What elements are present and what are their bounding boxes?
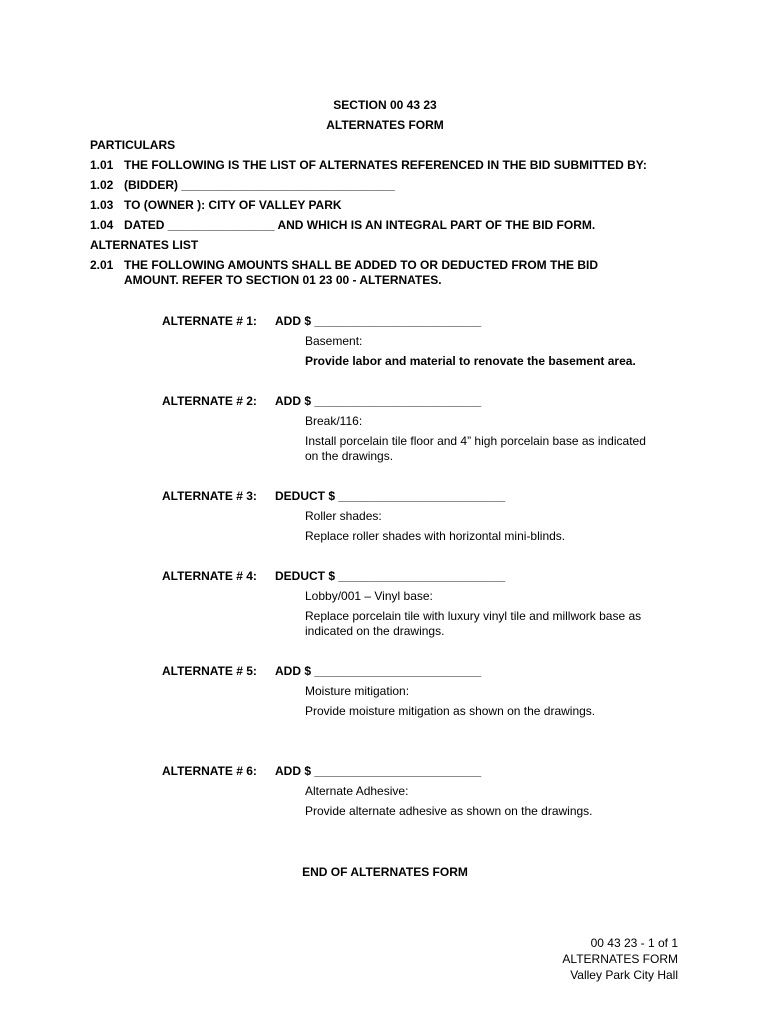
alternate-label: ALTERNATE # 6:: [162, 764, 257, 778]
alternate-label: ALTERNATE # 1:: [162, 314, 257, 328]
alternates-list-heading: ALTERNATES LIST: [90, 238, 199, 252]
alternate-name: Moisture mitigation:: [305, 684, 410, 698]
alternate-amount-field: ADD $ _________________________: [275, 764, 482, 778]
alternate-description: Install porcelain tile floor and 4” high porcelain base as indicated: [305, 434, 646, 448]
particulars-heading: PARTICULARS: [90, 138, 176, 152]
footer-project-name: Valley Park City Hall: [570, 968, 678, 982]
item-number: 1.02: [90, 178, 114, 192]
item-number: 1.01: [90, 158, 114, 172]
alternate-name: Break/116:: [305, 414, 363, 428]
dated-field: DATED ________________ AND WHICH IS AN INTEGRAL PART OF THE BID FORM.: [124, 218, 596, 232]
alternate-amount-field: ADD $ _________________________: [275, 394, 482, 408]
alternate-amount-field: DEDUCT $ _________________________: [275, 489, 506, 503]
page-title: ALTERNATES FORM: [326, 118, 444, 132]
alternate-description: Replace porcelain tile with luxury vinyl tile and millwork base as: [305, 609, 642, 623]
alternate-description: Provide labor and material to renovate the basement area.: [305, 354, 636, 368]
section-number: SECTION 00 43 23: [333, 98, 437, 112]
item-text: THE FOLLOWING AMOUNTS SHALL BE ADDED TO OR DEDUCTED FROM THE BID: [124, 258, 598, 272]
alternate-name: Roller shades:: [305, 509, 382, 523]
bidder-field: (BIDDER) ________________________________: [124, 178, 395, 192]
alternate-description: Provide moisture mitigation as shown on the drawings.: [305, 704, 596, 718]
owner-line: TO (OWNER ): CITY OF VALLEY PARK: [124, 198, 342, 212]
alternate-description-continued: on the drawings.: [305, 449, 394, 463]
alternate-description: Replace roller shades with horizontal mini-blinds.: [305, 529, 566, 543]
alternate-label: ALTERNATE # 4:: [162, 569, 257, 583]
alternate-description: Provide alternate adhesive as shown on the drawings.: [305, 804, 593, 818]
item-text: THE FOLLOWING IS THE LIST OF ALTERNATES REFERENCED IN THE BID SUBMITTED BY:: [124, 158, 647, 172]
item-text-continued: AMOUNT. REFER TO SECTION 01 23 00 - ALTERNATES.: [124, 273, 442, 287]
alternate-name: Basement:: [305, 334, 363, 348]
alternate-amount-field: DEDUCT $ _________________________: [275, 569, 506, 583]
alternate-amount-field: ADD $ _________________________: [275, 314, 482, 328]
alternate-label: ALTERNATE # 2:: [162, 394, 257, 408]
alternate-label: ALTERNATE # 5:: [162, 664, 257, 678]
footer-page-number: 00 43 23 - 1 of 1: [590, 936, 678, 950]
item-number: 1.03: [90, 198, 114, 212]
alternate-name: Lobby/001 – Vinyl base:: [305, 589, 433, 603]
alternate-amount-field: ADD $ _________________________: [275, 664, 482, 678]
alternate-label: ALTERNATE # 3:: [162, 489, 257, 503]
footer-document-title: ALTERNATES FORM: [562, 952, 678, 966]
end-of-form: END OF ALTERNATES FORM: [302, 865, 468, 879]
alternate-description-continued: indicated on the drawings.: [305, 624, 445, 638]
item-number: 1.04: [90, 218, 114, 232]
alternate-name: Alternate Adhesive:: [305, 784, 409, 798]
item-number: 2.01: [90, 258, 114, 272]
